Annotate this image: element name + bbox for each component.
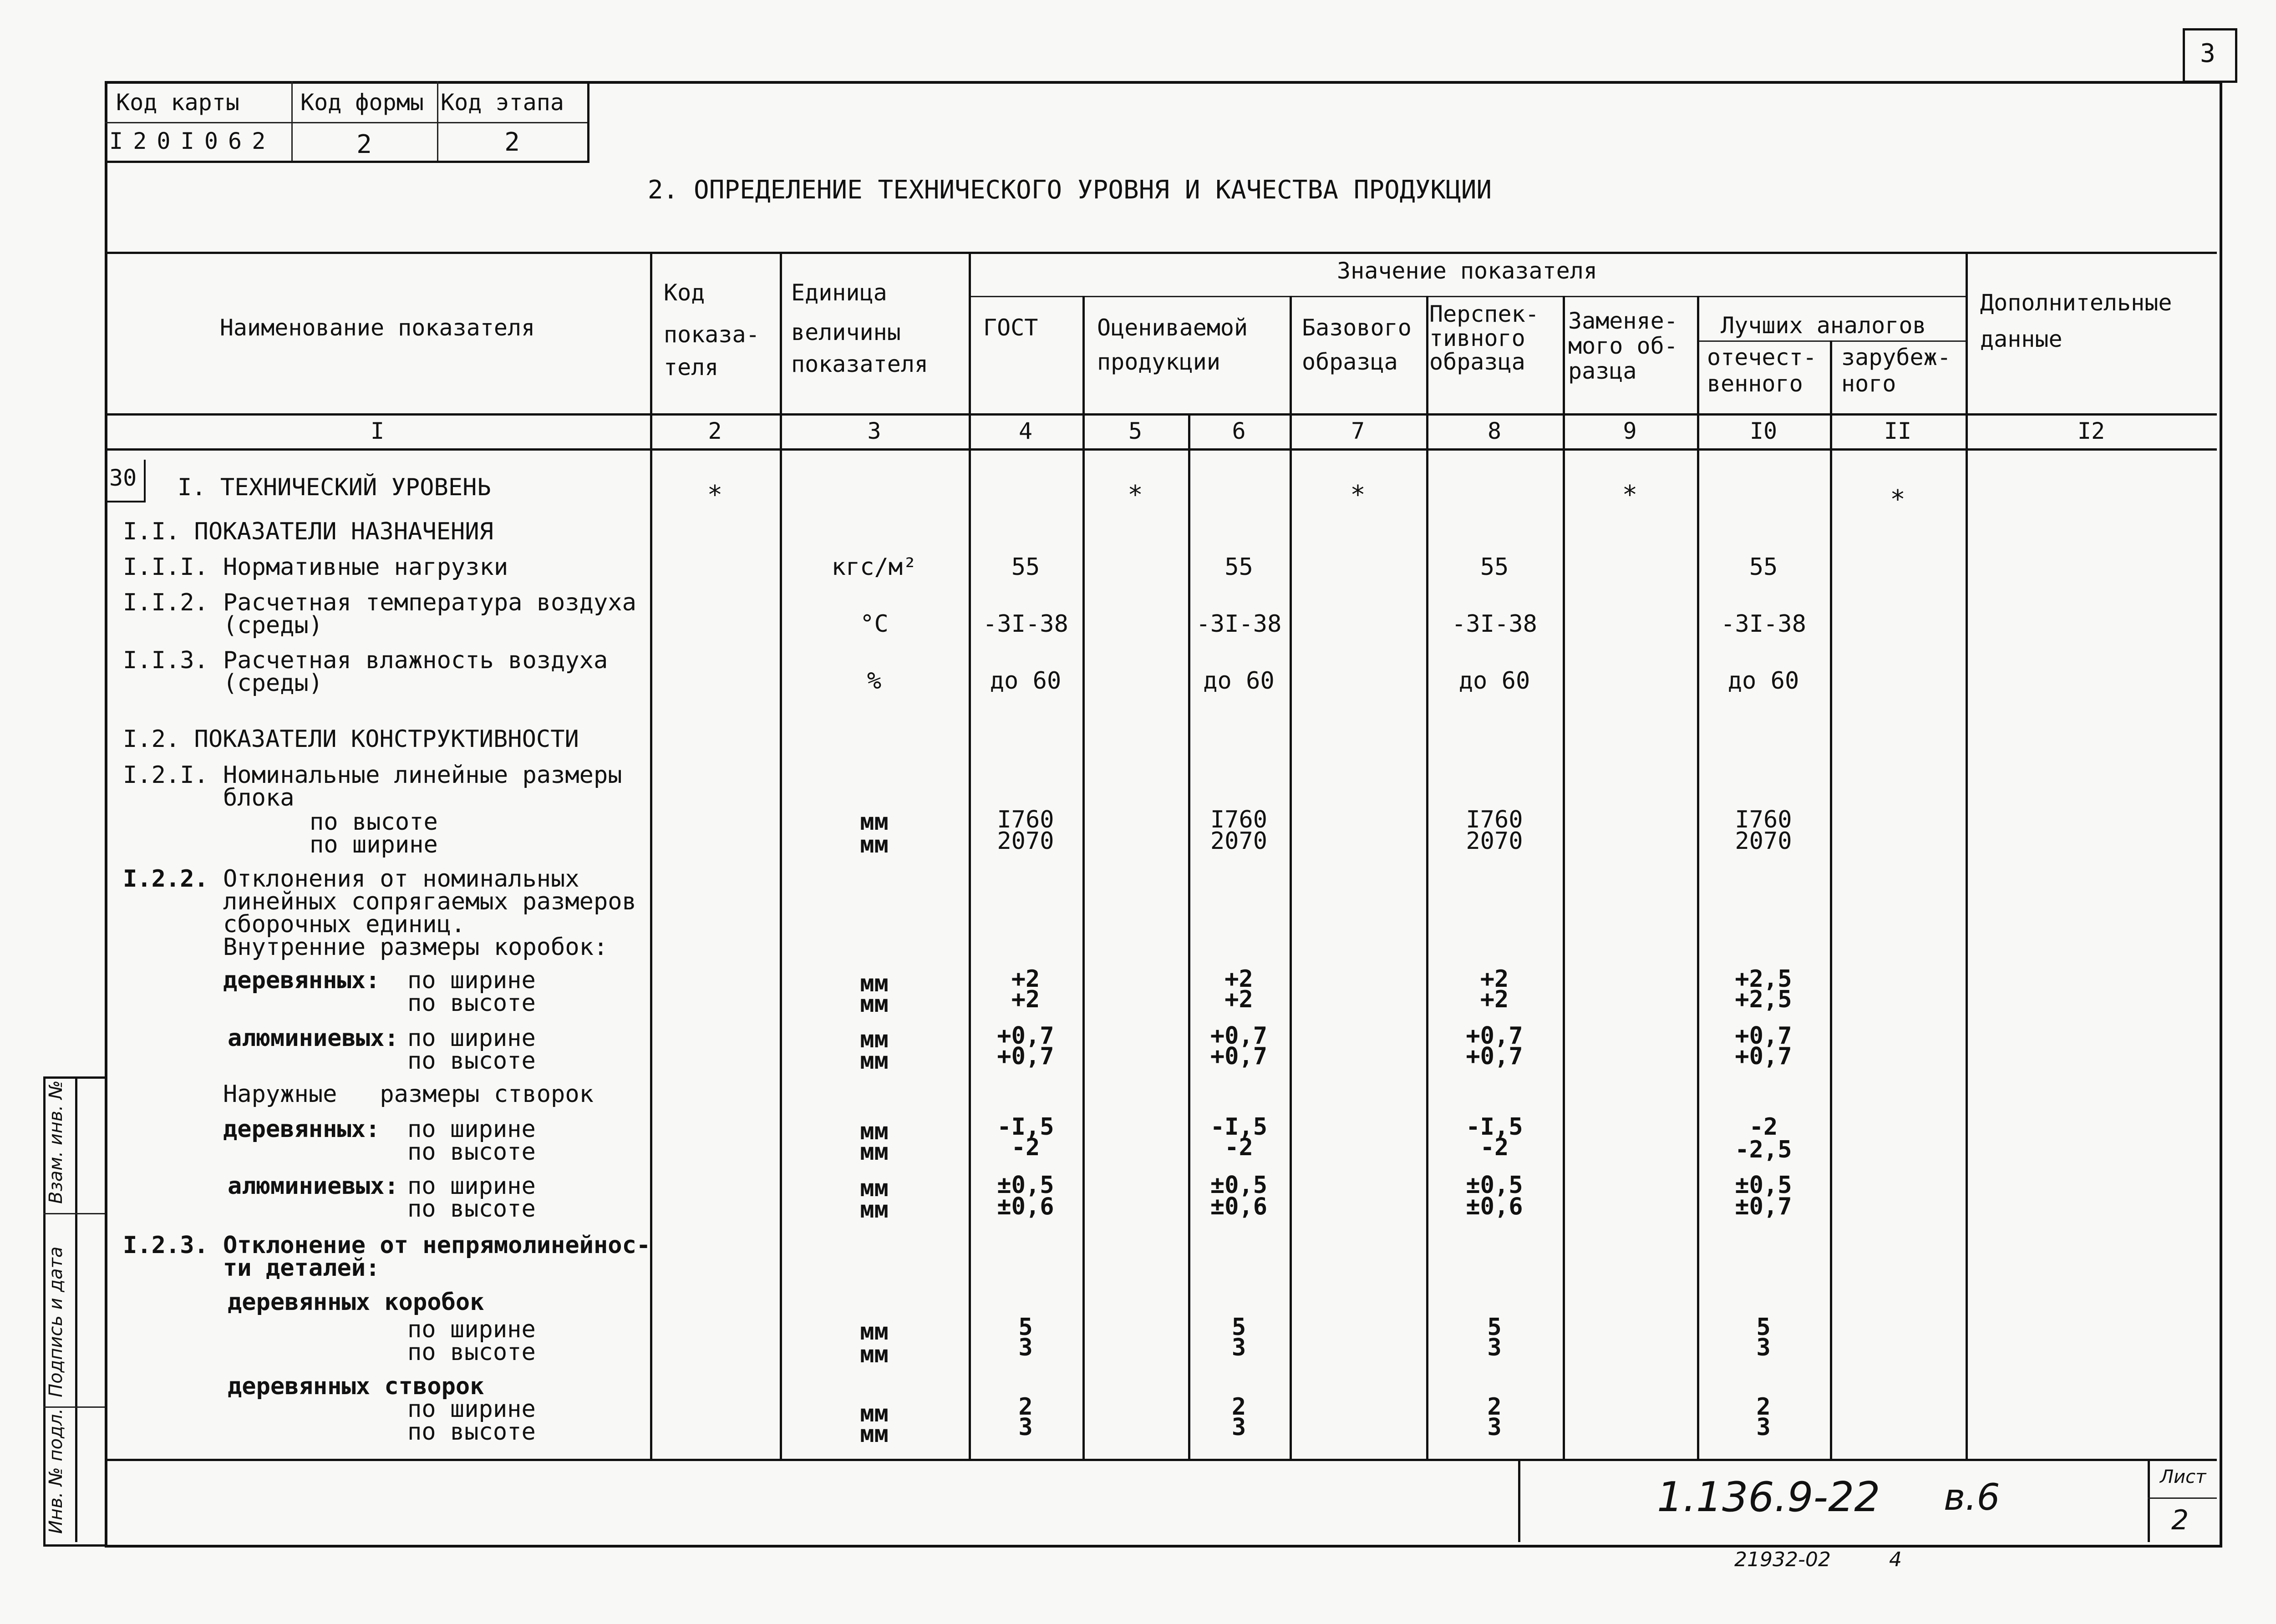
row-122-text-3: сборочных единиц. bbox=[223, 911, 466, 938]
bottom-note-1: 21932-02 bbox=[1734, 1548, 1831, 1571]
inner-wooden-unit-h: мм bbox=[860, 990, 889, 1018]
bottom-note-2: 4 bbox=[1889, 1548, 1902, 1571]
stamp-issue: в.6 bbox=[1944, 1476, 2000, 1518]
inner-wooden-by-width: по ширине bbox=[407, 967, 536, 994]
outer-wooden-gost-w: -I,5 bbox=[997, 1113, 1054, 1141]
row-121-gost-w: 2070 bbox=[997, 827, 1054, 855]
row-122-text-2: линейных сопрягаемых размеров bbox=[223, 888, 636, 915]
stamp-doc-code: 1.136.9-22 bbox=[1657, 1473, 1880, 1521]
outer-alu-unit-w: мм bbox=[860, 1175, 889, 1202]
margin-number: 30 bbox=[109, 465, 137, 491]
row-111-num: I.I.I. bbox=[123, 553, 208, 581]
wood-boxes-by-width: по ширине bbox=[407, 1316, 536, 1343]
outer-wooden-eval-w: -I,5 bbox=[1210, 1113, 1268, 1141]
row-113-text-1: Расчетная влажность воздуха bbox=[223, 647, 608, 674]
stage-code-label: Код этапа bbox=[441, 89, 564, 116]
wood-sashes-by-height: по высоте bbox=[407, 1418, 536, 1446]
row-111-domestic: 55 bbox=[1749, 553, 1778, 581]
wood-sashes-dom-h: 3 bbox=[1756, 1414, 1771, 1441]
col-header-foreign-1: зарубеж- bbox=[1841, 344, 1951, 370]
wood-sashes-persp-w: 2 bbox=[1487, 1393, 1502, 1421]
row-112-unit: °C bbox=[860, 610, 889, 638]
outer-alu-by-height: по высоте bbox=[407, 1195, 536, 1223]
row-113-text-2: (среды) bbox=[223, 670, 323, 697]
card-code-label: Код карты bbox=[116, 89, 239, 116]
row-122-num: I.2.2. bbox=[123, 865, 208, 893]
col-number-5: 5 bbox=[1128, 418, 1143, 444]
wood-boxes-by-height: по высоте bbox=[407, 1339, 536, 1366]
star-col2: * bbox=[707, 480, 723, 510]
row-112-gost: -3I-38 bbox=[983, 610, 1068, 638]
row-121-text-2: блока bbox=[223, 784, 295, 812]
inner-alu-gost-w: +0,7 bbox=[997, 1022, 1054, 1050]
wood-sashes-label: деревянных створок bbox=[228, 1373, 484, 1400]
inner-wooden-persp-h: +2 bbox=[1480, 986, 1509, 1013]
outer-wooden-unit-h: мм bbox=[860, 1138, 889, 1166]
col-header-replaced-1: Заменяе- bbox=[1568, 308, 1678, 334]
wood-sashes-unit-h: мм bbox=[860, 1421, 889, 1448]
outer-alu-dom-w: ±0,5 bbox=[1735, 1172, 1792, 1199]
outer-wooden-dom-h: -2,5 bbox=[1735, 1136, 1792, 1163]
inner-wooden-by-height: по высоте bbox=[407, 990, 536, 1017]
wood-boxes-gost-w: 5 bbox=[1018, 1314, 1033, 1341]
inner-wooden-gost-w: +2 bbox=[1011, 965, 1040, 993]
row-122-text-1: Отклонения от номинальных bbox=[223, 865, 579, 893]
row-121-text-1: Номинальные линейные размеры bbox=[223, 761, 622, 789]
inner-wooden-dom-h: +2,5 bbox=[1735, 986, 1792, 1013]
inner-alu-unit-w: мм bbox=[860, 1026, 889, 1053]
row-111-gost: 55 bbox=[1011, 553, 1040, 581]
inner-alu-eval-w: +0,7 bbox=[1210, 1022, 1268, 1050]
wood-boxes-persp-h: 3 bbox=[1487, 1334, 1502, 1361]
outer-wooden-gost-h: -2 bbox=[1011, 1134, 1040, 1161]
inner-alu-by-height: по высоте bbox=[407, 1047, 536, 1075]
col-header-replaced-3: разца bbox=[1568, 358, 1637, 384]
outer-wooden-eval-h: -2 bbox=[1224, 1134, 1253, 1161]
inner-wooden-gost-h: +2 bbox=[1011, 986, 1040, 1013]
col-header-base-2: образца bbox=[1302, 349, 1398, 375]
side-label-inv-orig: Инв. № подл. bbox=[46, 1408, 66, 1534]
col-header-persp-1: Перспек- bbox=[1429, 301, 1539, 327]
col-header-domestic-2: венного bbox=[1707, 370, 1803, 397]
wood-boxes-dom-h: 3 bbox=[1756, 1334, 1771, 1361]
row-113-gost: до 60 bbox=[990, 667, 1062, 695]
inner-alu-label: алюминиевых: bbox=[228, 1025, 399, 1052]
row-123-text-2: ти деталей: bbox=[223, 1254, 380, 1282]
row-121-unit-h: мм bbox=[860, 808, 889, 836]
col-number-4: 4 bbox=[1018, 418, 1033, 444]
row-123-num: I.2.3. bbox=[123, 1232, 208, 1259]
col-number-2: 2 bbox=[708, 418, 722, 444]
form-code-label: Код формы bbox=[300, 89, 424, 116]
row-112-num: I.I.2. bbox=[123, 589, 208, 616]
col-number-8: 8 bbox=[1487, 418, 1502, 444]
col-header-evaluated-2: продукции bbox=[1097, 349, 1220, 375]
col-header-foreign-2: ного bbox=[1841, 370, 1896, 397]
row-113-domestic: до 60 bbox=[1727, 667, 1799, 695]
outer-alu-gost-w: ±0,5 bbox=[997, 1172, 1054, 1199]
inner-alu-dom-w: +0,7 bbox=[1735, 1022, 1792, 1050]
inner-wooden-persp-w: +2 bbox=[1480, 965, 1509, 993]
col-number-12: I2 bbox=[2077, 418, 2105, 444]
outer-alu-label: алюминиевых: bbox=[228, 1172, 399, 1200]
form-code-value: 2 bbox=[356, 130, 372, 159]
col-header-persp-3: образца bbox=[1429, 349, 1525, 375]
wood-sashes-gost-h: 3 bbox=[1018, 1414, 1033, 1441]
row-121-persp-h: I760 bbox=[1466, 806, 1523, 833]
row-112-persp: -3I-38 bbox=[1452, 610, 1537, 638]
row-123-text-1: Отклонение от непрямолинейнос- bbox=[223, 1232, 651, 1259]
col-header-evaluated-1: Оцениваемой bbox=[1097, 315, 1248, 341]
col-number-3: 3 bbox=[867, 418, 881, 444]
row-111-persp: 55 bbox=[1480, 553, 1509, 581]
outer-wooden-persp-h: -2 bbox=[1480, 1134, 1509, 1161]
side-label-signature-date: Подпись и дата bbox=[46, 1246, 66, 1397]
wood-boxes-persp-w: 5 bbox=[1487, 1314, 1502, 1341]
section-purpose: I.I. ПОКАЗАТЕЛИ НАЗНАЧЕНИЯ bbox=[123, 518, 493, 545]
outer-alu-gost-h: ±0,6 bbox=[997, 1193, 1054, 1220]
section-technical-level: I. ТЕХНИЧЕСКИЙ УРОВЕНЬ bbox=[178, 474, 491, 501]
col-header-unit-3: показателя bbox=[791, 351, 929, 377]
col-header-base-1: Базового bbox=[1302, 315, 1412, 341]
outer-sashes-label: Наружные размеры створок bbox=[223, 1081, 594, 1108]
row-113-unit: % bbox=[867, 667, 882, 695]
inner-wooden-eval-w: +2 bbox=[1224, 965, 1253, 993]
outer-wooden-by-height: по высоте bbox=[407, 1138, 536, 1166]
col-header-code-2: показа- bbox=[664, 321, 760, 348]
outer-alu-eval-w: ±0,5 bbox=[1210, 1172, 1268, 1199]
col-header-extra-2: данные bbox=[1980, 326, 2063, 352]
stamp-sheet-label: Лист bbox=[2160, 1467, 2206, 1487]
wood-boxes-unit-h: мм bbox=[860, 1341, 889, 1368]
wood-sashes-eval-h: 3 bbox=[1231, 1414, 1246, 1441]
inner-alu-persp-w: +0,7 bbox=[1466, 1022, 1523, 1050]
wood-sashes-eval-w: 2 bbox=[1231, 1393, 1246, 1421]
star-col11: * bbox=[1890, 485, 1905, 514]
inner-alu-persp-h: +0,7 bbox=[1466, 1043, 1523, 1070]
row-121-persp-w: 2070 bbox=[1466, 827, 1523, 855]
outer-wooden-dom-w: -2 bbox=[1749, 1113, 1778, 1141]
row-121-dom-h: I760 bbox=[1735, 806, 1792, 833]
page-title: 2. ОПРЕДЕЛЕНИЕ ТЕХНИЧЕСКОГО УРОВНЯ И КАЧЕСТВА ПРОДУКЦИИ bbox=[647, 175, 1492, 205]
wood-sashes-gost-w: 2 bbox=[1018, 1393, 1033, 1421]
col-header-gost: ГОСТ bbox=[983, 315, 1038, 341]
outer-alu-by-width: по ширине bbox=[407, 1172, 536, 1200]
wood-boxes-dom-w: 5 bbox=[1756, 1314, 1771, 1341]
wood-sashes-dom-w: 2 bbox=[1756, 1393, 1771, 1421]
stage-code-value: 2 bbox=[504, 127, 520, 157]
outer-alu-persp-h: ±0,6 bbox=[1466, 1193, 1523, 1220]
row-111-evaluated: 55 bbox=[1224, 553, 1253, 581]
best-analogs-header: Лучших аналогов bbox=[1721, 312, 1926, 339]
row-121-num: I.2.I. bbox=[123, 761, 208, 789]
outer-wooden-unit-w: мм bbox=[860, 1118, 889, 1145]
row-112-text-1: Расчетная температура воздуха bbox=[223, 589, 636, 616]
outer-alu-unit-h: мм bbox=[860, 1196, 889, 1223]
inner-wooden-dom-w: +2,5 bbox=[1735, 965, 1792, 993]
row-113-evaluated: до 60 bbox=[1203, 667, 1275, 695]
row-112-domestic: -3I-38 bbox=[1721, 610, 1806, 638]
row-111-unit: кгс/м² bbox=[831, 553, 917, 581]
wood-sashes-unit-w: мм bbox=[860, 1400, 889, 1427]
inner-alu-dom-h: +0,7 bbox=[1735, 1043, 1792, 1070]
outer-wooden-persp-w: -I,5 bbox=[1466, 1113, 1523, 1141]
row-121-gost-h: I760 bbox=[997, 806, 1054, 833]
row-121-eval-h: I760 bbox=[1210, 806, 1268, 833]
row-121-dom-w: 2070 bbox=[1735, 827, 1792, 855]
inner-alu-by-width: по ширине bbox=[407, 1025, 536, 1052]
value-group-header: Значение показателя bbox=[1337, 258, 1597, 284]
row-121-by-width: по ширине bbox=[310, 831, 438, 858]
inner-wooden-unit-w: мм bbox=[860, 970, 889, 997]
card-code-value: I 2 0 I 0 6 2 bbox=[109, 128, 264, 154]
inner-wooden-eval-h: +2 bbox=[1224, 986, 1253, 1013]
col-header-name: Наименование показателя bbox=[219, 315, 535, 341]
section-constructiveness: I.2. ПОКАЗАТЕЛИ КОНСТРУКТИВНОСТИ bbox=[123, 726, 579, 753]
col-header-extra-1: Дополнительные bbox=[1980, 289, 2172, 316]
col-header-unit-2: величины bbox=[791, 319, 901, 345]
col-number-10: I0 bbox=[1749, 418, 1778, 444]
outer-alu-persp-w: ±0,5 bbox=[1466, 1172, 1523, 1199]
row-113-num: I.I.3. bbox=[123, 647, 208, 674]
col-header-code-1: Код bbox=[664, 279, 705, 306]
row-121-by-height: по высоте bbox=[310, 808, 438, 836]
col-header-code-3: теля bbox=[664, 354, 719, 381]
outer-wooden-by-width: по ширине bbox=[407, 1116, 536, 1143]
inner-alu-unit-h: мм bbox=[860, 1047, 889, 1075]
star-col7: * bbox=[1350, 480, 1366, 510]
col-number-6: 6 bbox=[1232, 418, 1246, 444]
star-col9: * bbox=[1622, 480, 1638, 510]
side-label-replace-inv: Взам. инв. № bbox=[46, 1080, 66, 1204]
col-header-replaced-2: мого об- bbox=[1568, 333, 1678, 359]
wood-boxes-eval-h: 3 bbox=[1231, 1334, 1246, 1361]
col-number-11: II bbox=[1884, 418, 1912, 444]
col-number-7: 7 bbox=[1351, 418, 1365, 444]
outer-wooden-label: деревянных: bbox=[223, 1116, 380, 1143]
col-header-persp-2: тивного bbox=[1429, 325, 1525, 351]
inner-alu-eval-h: +0,7 bbox=[1210, 1043, 1268, 1070]
col-number-9: 9 bbox=[1623, 418, 1637, 444]
outer-alu-eval-h: ±0,6 bbox=[1210, 1193, 1268, 1220]
row-111-text: Нормативные нагрузки bbox=[223, 553, 508, 581]
wood-sashes-persp-h: 3 bbox=[1487, 1414, 1502, 1441]
wood-boxes-eval-w: 5 bbox=[1231, 1314, 1246, 1341]
wood-boxes-unit-w: мм bbox=[860, 1318, 889, 1345]
row-112-text-2: (среды) bbox=[223, 612, 323, 639]
row-113-persp: до 60 bbox=[1458, 667, 1530, 695]
wood-boxes-gost-h: 3 bbox=[1018, 1334, 1033, 1361]
row-121-unit-w: мм bbox=[860, 831, 889, 858]
row-112-evaluated: -3I-38 bbox=[1196, 610, 1282, 638]
inner-wooden-label: деревянных: bbox=[223, 967, 380, 994]
wood-sashes-by-width: по ширине bbox=[407, 1396, 536, 1423]
col-header-domestic-1: отечест- bbox=[1707, 344, 1817, 370]
row-122-text-4: Внутренние размеры коробок: bbox=[223, 934, 608, 961]
row-121-eval-w: 2070 bbox=[1210, 827, 1268, 855]
outer-alu-dom-h: ±0,7 bbox=[1735, 1193, 1792, 1220]
star-col5: * bbox=[1128, 480, 1143, 510]
col-header-unit-1: Единица bbox=[791, 279, 887, 306]
stamp-sheet-number: 2 bbox=[2171, 1504, 2189, 1536]
wood-boxes-label: деревянных коробок bbox=[228, 1289, 484, 1316]
col-number-1: I bbox=[370, 418, 385, 444]
inner-alu-gost-h: +0,7 bbox=[997, 1043, 1054, 1070]
corner-number: 3 bbox=[2200, 39, 2215, 68]
